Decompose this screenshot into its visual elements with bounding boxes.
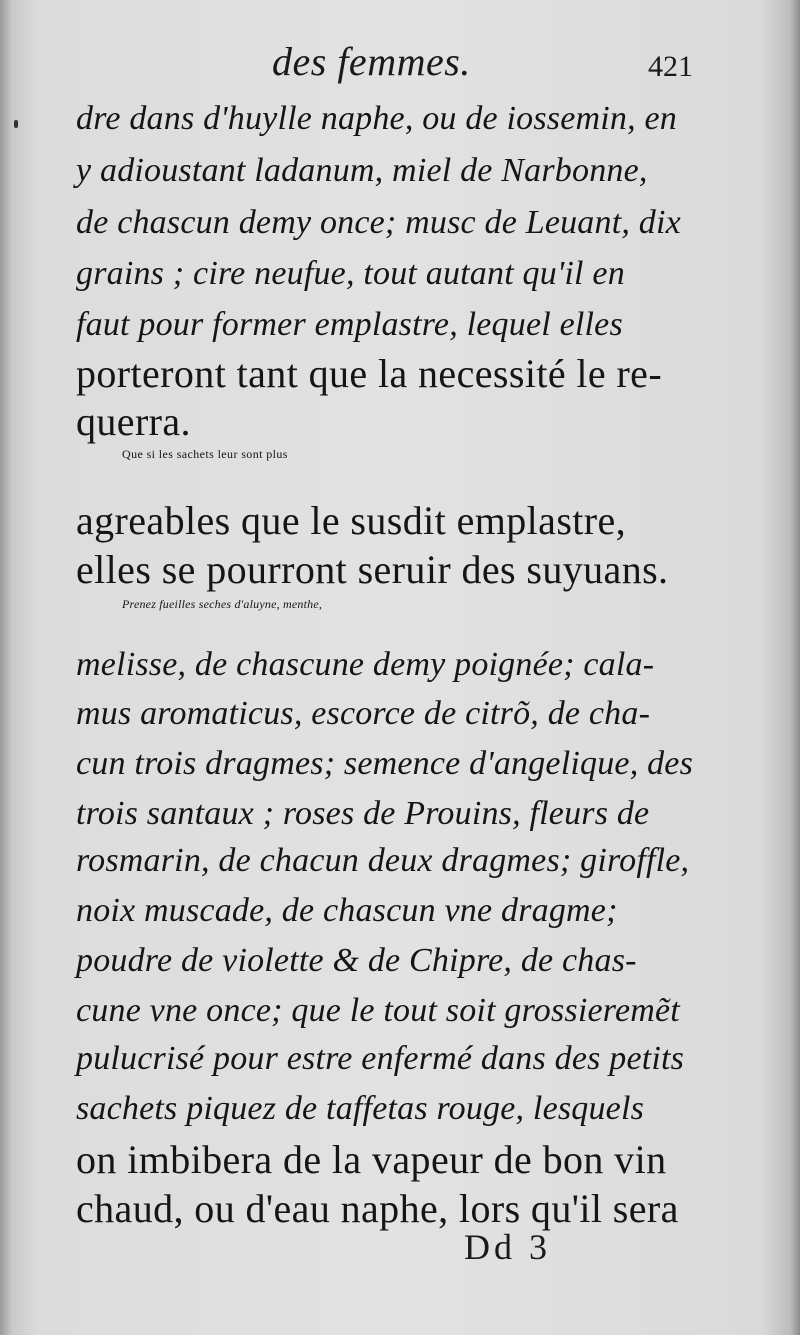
text-line: Que si les sachets leur sont plus [122, 447, 288, 461]
text-line: cun trois dragmes; semence d'angelique, des [76, 745, 694, 782]
text-line: trois santaux ; roses de Prouins, fleurs de [76, 795, 650, 832]
text-line: melisse, de chascune demy poignée; cala- [76, 646, 655, 683]
text-line: pulucrisé pour estre enfermé dans des petits [76, 1040, 685, 1077]
page-edge-mark [14, 120, 18, 128]
text-line: querra. [76, 399, 191, 444]
text-line: rosmarin, de chacun deux dragmes; giroffle, [76, 842, 690, 879]
text-line: faut pour former emplastre, lequel elles [76, 306, 623, 343]
text-line: grains ; cire neufue, tout autant qu'il en [76, 255, 625, 292]
signature-mark: Dd 3 [464, 1227, 551, 1267]
text-line: on imbibera de la vapeur de bon vin [76, 1137, 667, 1182]
text-line: dre dans d'huylle naphe, ou de iossemin, en [76, 100, 678, 137]
text-line: mus aromaticus, escorce de citrõ, de cha- [76, 695, 651, 732]
text-line: elles se pourront seruir des suyuans. [76, 547, 669, 592]
text-line: sachets piquez de taffetas rouge, lesquels [76, 1090, 645, 1127]
text-line: noix muscade, de chascun vne dragme; [76, 892, 618, 929]
text-line: poudre de violette & de Chipre, de chas- [76, 942, 637, 979]
text-line: porteront tant que la necessité le re- [76, 351, 663, 396]
text-line: cune vne once; que le tout soit grossieremẽt [76, 992, 680, 1029]
text-line: Prenez fueilles seches d'aluyne, menthe, [122, 597, 323, 611]
text-line: chaud, ou d'eau naphe, lors qu'il sera [76, 1186, 679, 1231]
text-line: de chascun demy once; musc de Leuant, dix [76, 204, 681, 241]
text-line: agreables que le susdit emplastre, [76, 498, 627, 543]
running-title: des femmes. [272, 39, 471, 84]
page-number: 421 [648, 50, 693, 83]
text-line: y adioustant ladanum, miel de Narbonne, [76, 152, 648, 189]
